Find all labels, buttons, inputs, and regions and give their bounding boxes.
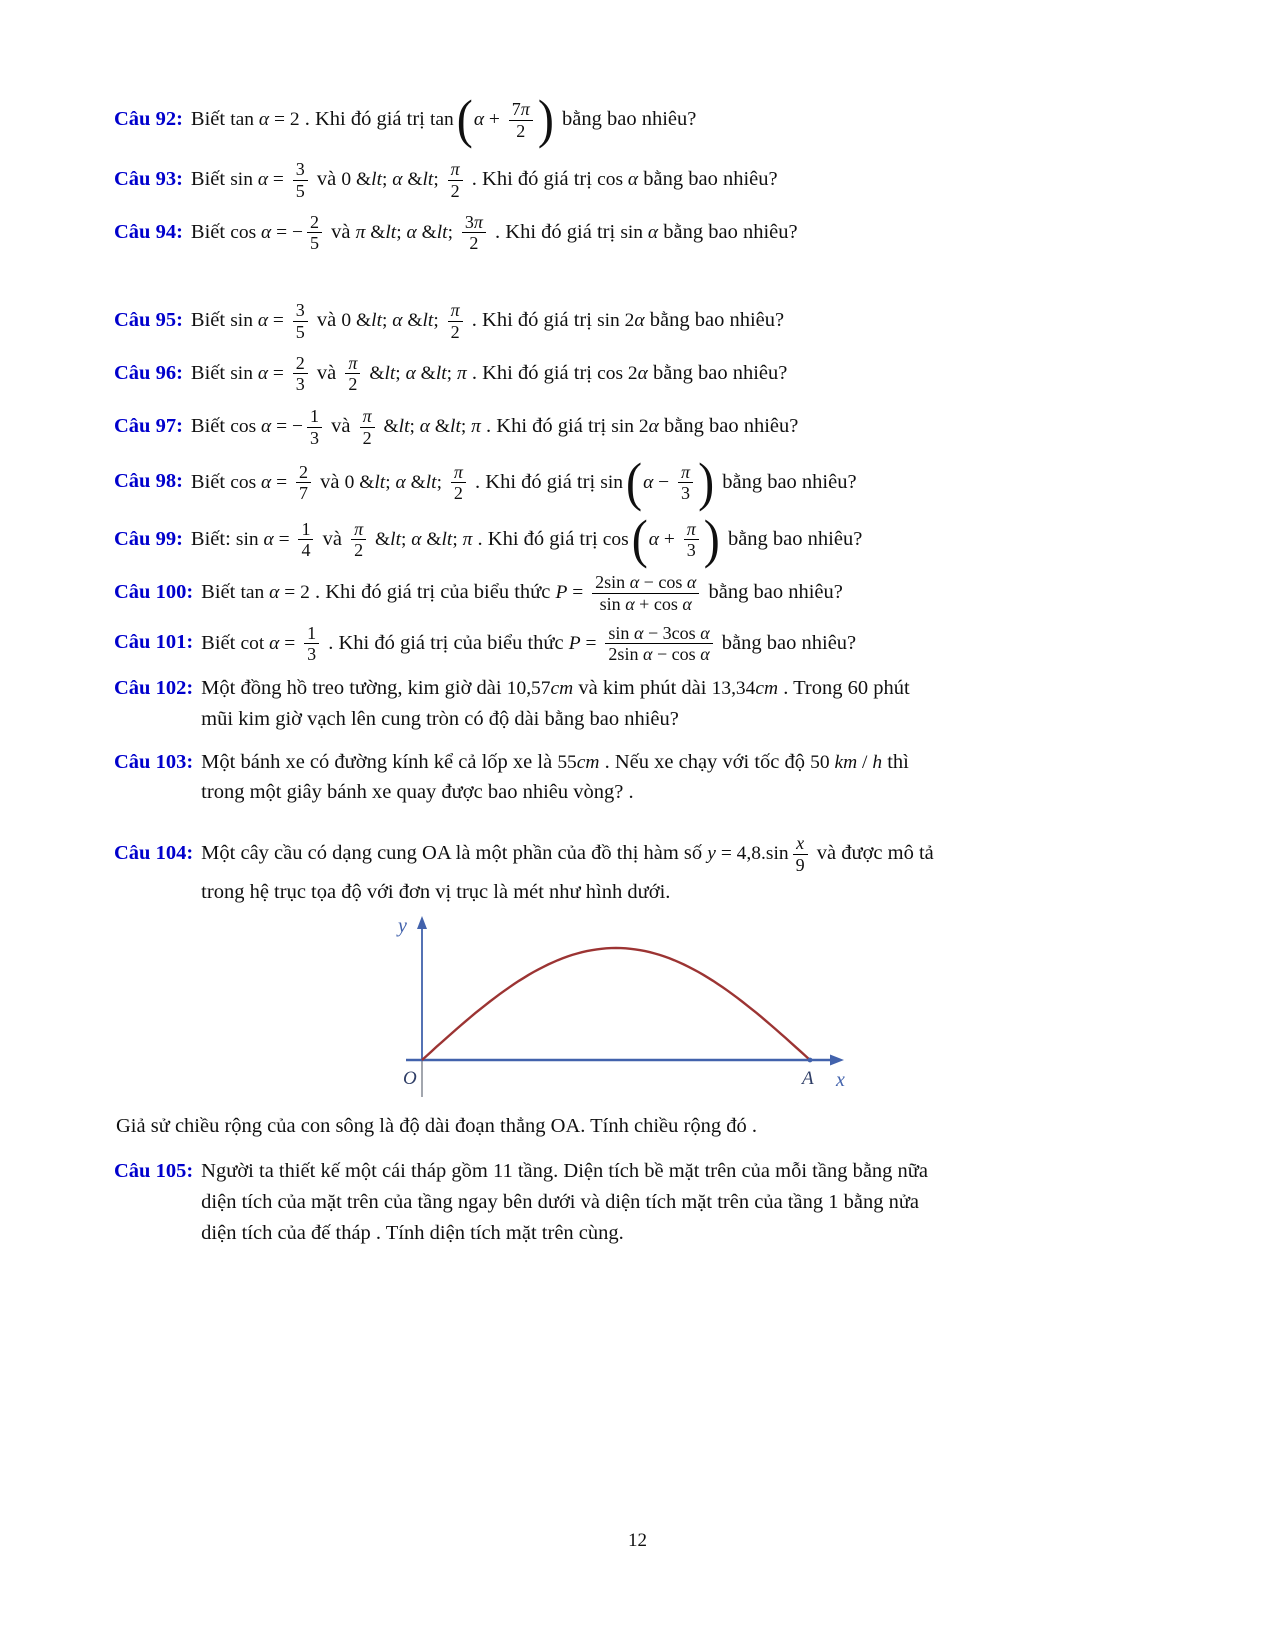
fraction-denominator: 3 (309, 427, 319, 448)
math-run: cos α = (230, 471, 292, 493)
math-run: P = (555, 581, 589, 603)
question-95 (114, 299, 1163, 344)
question-97 (114, 405, 1163, 450)
question-99 (114, 509, 1163, 569)
text-run: . Khi đó giá trị (466, 361, 598, 384)
question-label: Câu 101: (114, 631, 194, 654)
text-run: trong hệ trục tọa độ với đơn vị trục là mét như hình dưới. (201, 880, 671, 903)
math-run: cot α = (240, 632, 301, 654)
fraction-denominator: 2 (516, 120, 526, 141)
text-run: . Khi đó giá trị (466, 168, 598, 191)
paren-group (456, 89, 555, 150)
fraction-numerator: π (360, 406, 375, 428)
text-run: . Khi đó giá trị (469, 470, 601, 493)
fraction-denominator: 5 (309, 233, 319, 254)
fraction (293, 353, 308, 396)
fraction-denominator: 2 (450, 321, 460, 342)
fraction-numerator: 1 (304, 623, 319, 645)
y-axis-label: y (398, 915, 407, 938)
text-run: Biết (201, 631, 241, 654)
fraction-denominator: 2 (348, 374, 358, 395)
math-run: 50 km / h (810, 751, 883, 773)
fraction-numerator: π (678, 462, 693, 484)
math-run: &lt; α &lt; π (370, 528, 473, 550)
fraction-numerator: 3π (462, 212, 486, 234)
question-body (201, 673, 1163, 735)
question-body (191, 299, 1163, 344)
sine-curve-figure (384, 915, 864, 1100)
fraction-numerator: sin α − 3cos α (605, 623, 712, 645)
math-run: cos α = − (230, 416, 303, 438)
question-body (201, 1156, 1163, 1248)
text-run: Biết: (190, 527, 236, 550)
question-body (191, 405, 1163, 450)
math-run: α + (648, 528, 680, 550)
text-run: diện tích của đế tháp . Tính diện tích mặt trên cùng. (201, 1221, 624, 1244)
question-96 (114, 352, 1163, 397)
question-body (201, 747, 1163, 809)
text-run: bằng bao nhiêu? (717, 470, 857, 493)
question-93 (114, 158, 1163, 203)
fraction (448, 300, 463, 343)
math-run: cos α = − (230, 221, 303, 243)
point-a-dot (808, 1058, 813, 1063)
text-run: diện tích của mặt trên của tầng ngay bên dưới và diện tích mặt trên của tầng 1 bằng nửa (201, 1190, 920, 1213)
fraction (448, 159, 463, 202)
math-run: sin 2α (597, 310, 645, 332)
y-axis-arrow-icon (417, 916, 427, 929)
question-label: Câu 94: (114, 220, 183, 243)
text-run: Một cây cầu có dạng cung OA là một phần của đồ thị hàm số (201, 841, 708, 864)
text-run: bằng bao nhiêu? (638, 168, 778, 191)
question-label: Câu 100: (114, 580, 194, 603)
fraction-numerator: 2sin α − cos α (592, 572, 699, 594)
fraction-denominator: 2 (354, 540, 364, 561)
fraction-denominator: 3 (681, 483, 691, 504)
fraction-numerator: 3 (293, 300, 308, 322)
text-run: và (311, 361, 342, 384)
question-100 (114, 571, 1163, 616)
fraction-denominator: 2 (450, 180, 460, 201)
text-run: bằng bao nhiêu? (658, 415, 799, 438)
text-run: . Khi đó giá trị (480, 415, 612, 438)
fraction-denominator: 3 (295, 374, 305, 395)
question-label: Câu 96: (114, 361, 183, 384)
fraction (684, 519, 699, 562)
fraction (360, 406, 375, 449)
text-run: và được mô tả (811, 841, 934, 864)
question-103 (114, 747, 1163, 809)
question-label: Câu 105: (114, 1160, 194, 1183)
fraction (293, 159, 308, 202)
question-body (191, 211, 1163, 256)
fraction (351, 519, 366, 562)
fraction (605, 623, 712, 666)
math-run: cos α (597, 169, 639, 191)
text-run: Một đồng hồ treo tường, kim giờ dài (201, 677, 507, 700)
fraction-denominator: 9 (795, 854, 805, 875)
text-run: và (317, 527, 348, 550)
question-body (191, 158, 1163, 203)
text-run: thì (882, 750, 909, 773)
fraction (451, 462, 466, 505)
paren-group (631, 509, 721, 569)
text-run: Người ta thiết kế một cái tháp gồm 11 tầng. Diện tích bề mặt trên của mỗi tầng bằng nữa (201, 1160, 929, 1183)
fraction-denominator: 3 (686, 540, 696, 561)
figure-caption-paragraph: Giả sử chiều rộng của con sông là độ dài đoạn thẳng OA. Tính chiều rộng đó . (116, 1115, 757, 1138)
question-label: Câu 97: (114, 415, 183, 438)
math-run: &lt; α &lt; π (378, 416, 481, 438)
text-run: Biết (190, 107, 231, 130)
text-run: trong một giây bánh xe quay được bao nhiêu vòng? . (201, 781, 634, 804)
question-body (201, 622, 1163, 667)
fraction-denominator: 2 (469, 233, 479, 254)
question-body (190, 509, 1163, 569)
fraction (307, 406, 322, 449)
bridge-figure (384, 915, 864, 1105)
text-run: và (311, 168, 342, 191)
math-run: y = 4,8.sin (707, 842, 789, 864)
fraction-numerator: π (451, 462, 466, 484)
question-94 (114, 211, 1163, 256)
fraction-denominator: 5 (295, 180, 305, 201)
fraction (307, 212, 322, 255)
text-run: Biết (190, 309, 231, 332)
fraction (462, 212, 486, 255)
math-run: π &lt; α &lt; (355, 221, 458, 243)
math-run: sin α (620, 221, 659, 243)
question-body (201, 832, 1163, 907)
fraction (296, 462, 311, 505)
sine-curve (422, 948, 810, 1060)
question-label: Câu 102: (114, 677, 194, 700)
fraction-denominator: 2 (453, 483, 463, 504)
left-paren: ( (631, 509, 648, 569)
math-run: α + (473, 108, 505, 130)
origin-label: O (403, 1068, 417, 1090)
fraction-numerator: x (793, 833, 808, 855)
text-run: . Khi đó giá trị của biểu thức (309, 580, 556, 603)
question-label: Câu 99: (114, 527, 183, 550)
right-paren: ) (537, 89, 554, 150)
question-body (201, 571, 1163, 616)
text-run: Biết (190, 220, 231, 243)
question-label: Câu 93: (114, 168, 183, 191)
text-run: . Khi đó giá trị (299, 107, 430, 130)
fraction-numerator: π (684, 519, 699, 541)
question-92 (114, 89, 1163, 150)
math-run: 55cm (557, 751, 600, 773)
fraction-numerator: 1 (298, 519, 313, 541)
math-run: cos (602, 528, 629, 550)
fraction-numerator: 2 (293, 353, 308, 375)
paren-group (625, 452, 715, 512)
text-run: . Khi đó giá trị (472, 527, 603, 550)
fraction (678, 462, 693, 505)
text-run: bằng bao nhiêu? (647, 361, 788, 384)
text-run: Biết (190, 470, 231, 493)
fraction (592, 572, 699, 615)
page-number: 12 (628, 1530, 647, 1551)
fraction-denominator: 7 (299, 483, 309, 504)
text-run: và (326, 220, 356, 243)
math-run: sin α = (230, 310, 289, 332)
fraction (304, 623, 319, 666)
fraction-numerator: π (345, 353, 360, 375)
question-label: Câu 98: (114, 470, 183, 493)
x-axis-label: x (836, 1069, 845, 1092)
text-run: Biết (190, 415, 231, 438)
question-label: Câu 95: (114, 309, 183, 332)
fraction-numerator: 2 (296, 462, 311, 484)
left-paren: ( (626, 452, 643, 512)
text-run: . Trong 60 phút (778, 677, 910, 700)
question-body (190, 89, 1163, 150)
math-run: 13,34cm (711, 678, 779, 700)
question-body (191, 352, 1163, 397)
question-101 (114, 622, 1163, 667)
questions-list (114, 89, 1163, 907)
fraction-numerator: π (351, 519, 366, 541)
fraction-denominator: 5 (295, 321, 305, 342)
text-run: . Nếu xe chạy với tốc độ (599, 750, 811, 773)
math-run: &lt; α &lt; π (364, 362, 467, 384)
math-run: sin α = (230, 169, 289, 191)
fraction (298, 519, 313, 562)
fraction (793, 833, 808, 876)
question-104 (114, 832, 1163, 907)
question-body (190, 452, 1163, 512)
question-label: Câu 104: (114, 841, 194, 864)
fraction-denominator: 4 (301, 540, 311, 561)
text-run: Biết (190, 168, 231, 191)
fraction-numerator: 1 (307, 406, 322, 428)
text-run: và (326, 415, 356, 438)
math-run: tan (429, 108, 454, 130)
text-run: . Khi đó giá trị của biểu thức (323, 631, 569, 654)
text-run: Biết (201, 580, 241, 603)
fraction-denominator: 2 (362, 427, 372, 448)
text-run: . Khi đó giá trị (466, 309, 598, 332)
right-paren: ) (698, 452, 715, 512)
text-run: bằng bao nhiêu? (703, 580, 843, 603)
text-run: và (315, 470, 345, 493)
math-run: sin (600, 471, 624, 493)
question-98 (114, 452, 1163, 512)
text-run: bằng bao nhiêu? (644, 309, 785, 332)
text-run: bằng bao nhiêu? (658, 220, 798, 243)
fraction-numerator: 3 (293, 159, 308, 181)
text-run: mũi kim giờ vạch lên cung tròn có độ dài bằng bao nhiêu? (201, 707, 679, 730)
text-run: Biết (190, 361, 231, 384)
math-run: P = (568, 632, 602, 654)
text-run: bằng bao nhiêu? (716, 631, 857, 654)
math-run: sin α = (235, 528, 295, 550)
math-run: 0 &lt; α &lt; (344, 471, 447, 493)
fraction-denominator: sin α + cos α (599, 593, 692, 614)
x-axis-arrow-icon (830, 1055, 844, 1066)
fraction-numerator: π (448, 159, 463, 181)
text-run: bằng bao nhiêu? (722, 527, 863, 550)
math-run: sin 2α (611, 416, 659, 438)
math-run: 0 &lt; α &lt; (341, 169, 444, 191)
math-run: cos 2α (597, 362, 648, 384)
left-paren: ( (456, 89, 473, 150)
math-run: α − (643, 471, 675, 493)
math-run: 10,57cm (506, 678, 574, 700)
text-run: và kim phút dài (573, 677, 712, 700)
math-run: 0 &lt; α &lt; (341, 310, 444, 332)
fraction-numerator: 7π (509, 99, 533, 121)
question-label: Câu 103: (114, 750, 194, 773)
questions-list-continued (114, 1156, 1163, 1248)
fraction-denominator: 3 (307, 644, 317, 665)
fraction (293, 300, 308, 343)
fraction-numerator: π (448, 300, 463, 322)
text-run: bằng bao nhiêu? (556, 107, 697, 130)
math-run: tan α = 2 (240, 581, 310, 603)
fraction (509, 99, 533, 142)
math-run: sin α = (230, 362, 289, 384)
question-label: Câu 92: (114, 107, 183, 130)
math-run: tan α = 2 (230, 108, 300, 130)
text-run: . Khi đó giá trị (489, 220, 621, 243)
fraction-denominator: 2sin α − cos α (608, 644, 710, 665)
text-run: Một bánh xe có đường kính kể cả lốp xe là (201, 750, 558, 773)
text-run: và (311, 309, 342, 332)
question-105 (114, 1156, 1163, 1248)
right-paren: ) (703, 509, 720, 569)
fraction-numerator: 2 (307, 212, 322, 234)
question-102 (114, 673, 1163, 735)
fraction (345, 353, 360, 396)
point-a-label: A (802, 1068, 814, 1090)
